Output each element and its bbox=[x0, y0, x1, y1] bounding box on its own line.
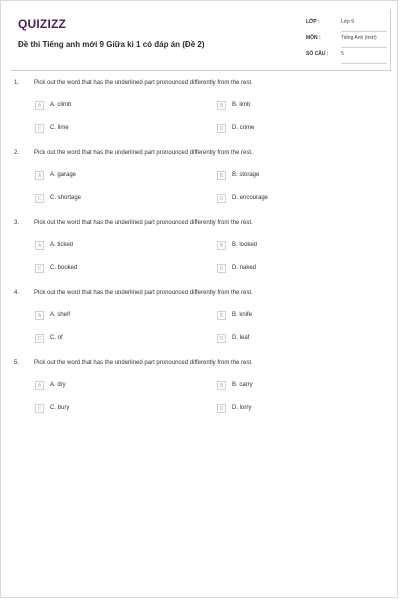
option-box: A bbox=[35, 241, 44, 250]
option-text: C. booked bbox=[50, 265, 78, 271]
option-text: B. limb bbox=[232, 102, 251, 108]
question-number: 3. bbox=[14, 220, 20, 226]
meta-row-class bbox=[306, 17, 388, 33]
question-number: 2. bbox=[14, 150, 20, 156]
option-box: B bbox=[217, 171, 226, 180]
option-text: C. shortage bbox=[50, 195, 82, 201]
option-text: D. encourage bbox=[232, 195, 269, 201]
option-box: D bbox=[217, 124, 226, 133]
option-box: D bbox=[217, 264, 226, 273]
option-box: C bbox=[35, 264, 44, 273]
meta-value: Tiếng Anh (mới) bbox=[341, 35, 387, 48]
meta-row-subject bbox=[306, 33, 388, 49]
option-box: C bbox=[35, 334, 44, 343]
option-text: B. carry bbox=[232, 382, 253, 388]
option-text: B. looked bbox=[232, 242, 258, 248]
option-text: C. lime bbox=[50, 125, 69, 131]
option-box: D bbox=[217, 194, 226, 203]
question-number: 4. bbox=[14, 290, 20, 296]
worksheet-title: Đề thi Tiếng anh mới 9 Giữa kì 1 có đáp án (Đề 2) bbox=[18, 40, 205, 49]
quizizz-logo: QUIZIZZ bbox=[18, 17, 67, 31]
question-text: Pick out the word that has the underlined part pronounced differently from the rest. bbox=[34, 290, 253, 296]
option-box: C bbox=[35, 124, 44, 133]
option-text: D. naked bbox=[232, 265, 257, 271]
option-box: B bbox=[217, 241, 226, 250]
option-box: D bbox=[217, 334, 226, 343]
option-text: A. climb bbox=[50, 102, 72, 108]
question-text: Pick out the word that has the underlined part pronounced differently from the rest. bbox=[34, 80, 253, 86]
option-box: A bbox=[35, 381, 44, 390]
option-text: A. ticked bbox=[50, 242, 74, 248]
option-box: A bbox=[35, 171, 44, 180]
option-text: D. lorry bbox=[232, 405, 252, 411]
option-box: D bbox=[217, 404, 226, 413]
meta-row-count bbox=[306, 49, 388, 65]
option-text: A. shelf bbox=[50, 312, 71, 318]
question-text: Pick out the word that has the underlined part pronounced differently from the rest. bbox=[34, 150, 253, 156]
meta-label: SỐ CÂU : bbox=[306, 51, 329, 57]
option-box: B bbox=[217, 311, 226, 320]
option-box: A bbox=[35, 101, 44, 110]
question-text: Pick out the word that has the underlined part pronounced differently from the rest. bbox=[34, 360, 253, 366]
option-box: C bbox=[35, 404, 44, 413]
option-text: B. knife bbox=[232, 312, 253, 318]
question-number: 1. bbox=[14, 80, 20, 86]
meta-value: 5 bbox=[341, 51, 387, 64]
question-text: Pick out the word that has the underlined part pronounced differently from the rest. bbox=[34, 220, 253, 226]
option-box: C bbox=[35, 194, 44, 203]
meta-label: LỚP : bbox=[306, 19, 320, 25]
meta-value: Lớp 9 bbox=[341, 19, 387, 32]
question-number: 5. bbox=[14, 360, 20, 366]
option-text: C. of bbox=[50, 335, 63, 341]
meta-block bbox=[306, 17, 388, 65]
option-text: B. storage bbox=[232, 172, 260, 178]
option-text: D. crime bbox=[232, 125, 255, 131]
worksheet-header bbox=[11, 9, 391, 71]
option-box: A bbox=[35, 311, 44, 320]
option-box: B bbox=[217, 101, 226, 110]
meta-label: MÔN : bbox=[306, 35, 321, 41]
option-box: B bbox=[217, 381, 226, 390]
option-text: D. leaf bbox=[232, 335, 250, 341]
option-text: A. garage bbox=[50, 172, 77, 178]
option-text: A. dry bbox=[50, 382, 66, 388]
option-text: C. bury bbox=[50, 405, 70, 411]
